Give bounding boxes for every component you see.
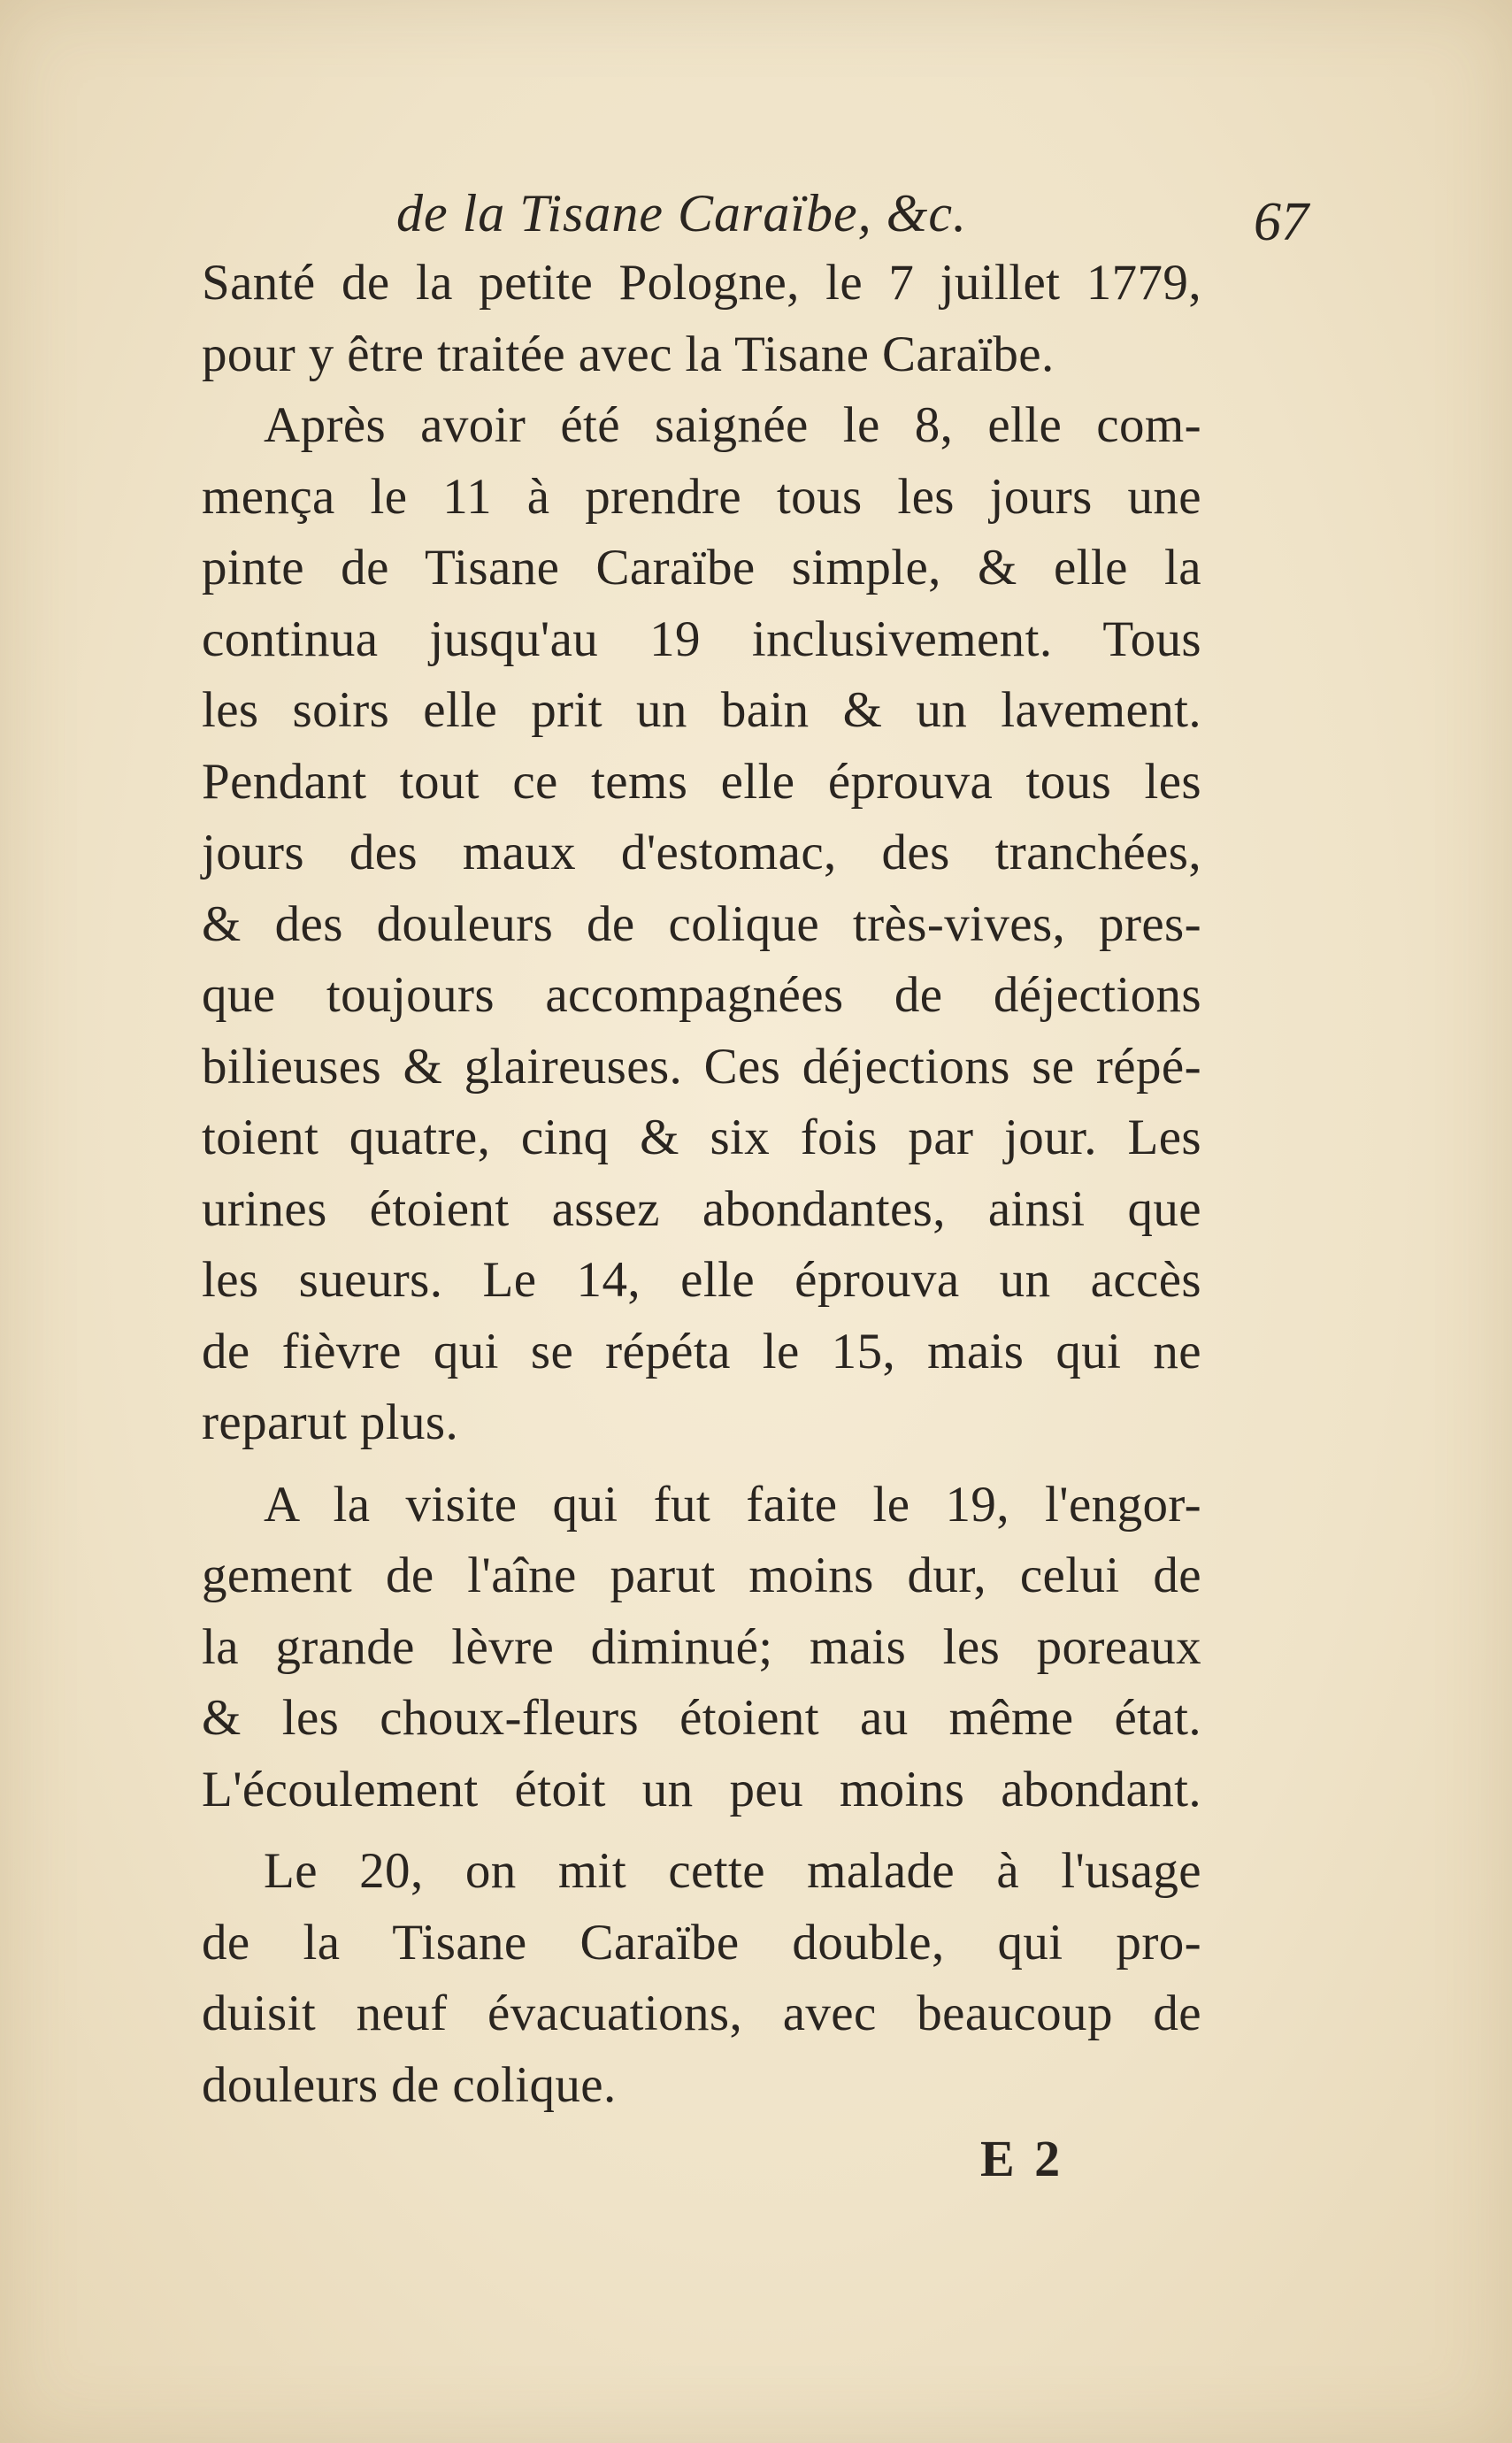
text-line: les soirs elle prit un bain & un lavement.: [202, 682, 1201, 738]
text-line: bilieuses & glaireuses. Ces déjections se répé-: [202, 1038, 1201, 1095]
running-title: de la Tisane Caraïbe, &c.: [396, 184, 967, 242]
text-line: urines étoient assez abondantes, ainsi que: [202, 1180, 1201, 1237]
text-line: & les choux-fleurs étoient au même état.: [202, 1690, 1201, 1746]
text-line: les sueurs. Le 14, elle éprouva un accès: [202, 1252, 1201, 1308]
text-line: gement de l'aîne parut moins dur, celui de: [202, 1548, 1201, 1603]
text-line: & des douleurs de colique très-vives, pres-: [202, 895, 1201, 952]
text-line: de la Tisane Caraïbe double, qui pro-: [202, 1914, 1201, 1971]
running-head: [202, 173, 1309, 253]
text-line: pour y être traitée avec la Tisane Caraïbe.: [202, 326, 1055, 382]
body-text: [202, 248, 1201, 2121]
text-line: duisit neuf évacuations, avec beaucoup de: [202, 1986, 1201, 2041]
text-line: Après avoir été saignée le 8, elle com-: [264, 397, 1201, 453]
text-line: mença le 11 à prendre tous les jours une: [202, 468, 1201, 525]
paragraph-2: [202, 390, 1201, 1459]
text-line: L'écoulement étoit un peu moins abondant.: [202, 1761, 1201, 1817]
text-line: reparut plus.: [202, 1394, 459, 1450]
text-line: Pendant tout ce tems elle éprouva tous les: [202, 753, 1201, 810]
text-line: A la visite qui fut faite le 19, l'engor-: [264, 1476, 1201, 1533]
text-line: douleurs de colique.: [202, 2056, 617, 2113]
text-line: la grande lèvre diminué; mais les poreaux: [202, 1618, 1201, 1675]
paragraph-3: [202, 1470, 1201, 1826]
signature-mark: E 2: [980, 2130, 1064, 2187]
text-line: de fièvre qui se répéta le 15, mais qui ne: [202, 1323, 1201, 1379]
paragraph-4: [202, 1836, 1201, 2121]
text-line: que toujours accompagnées de déjections: [202, 967, 1201, 1023]
text-line: Le 20, on mit cette malade à l'usage: [264, 1843, 1201, 1899]
text-line: pinte de Tisane Caraïbe simple, & elle la: [202, 540, 1201, 595]
page-number: 67: [1254, 192, 1309, 252]
text-line: continua jusqu'au 19 inclusivement. Tous: [202, 611, 1201, 667]
text-line: Santé de la petite Pologne, le 7 juillet 1779,: [202, 255, 1201, 311]
text-line: toient quatre, cinq & six fois par jour. Les: [202, 1110, 1201, 1165]
text-line: jours des maux d'estomac, des tranchées,: [202, 825, 1201, 880]
paragraph-1: [202, 248, 1201, 390]
